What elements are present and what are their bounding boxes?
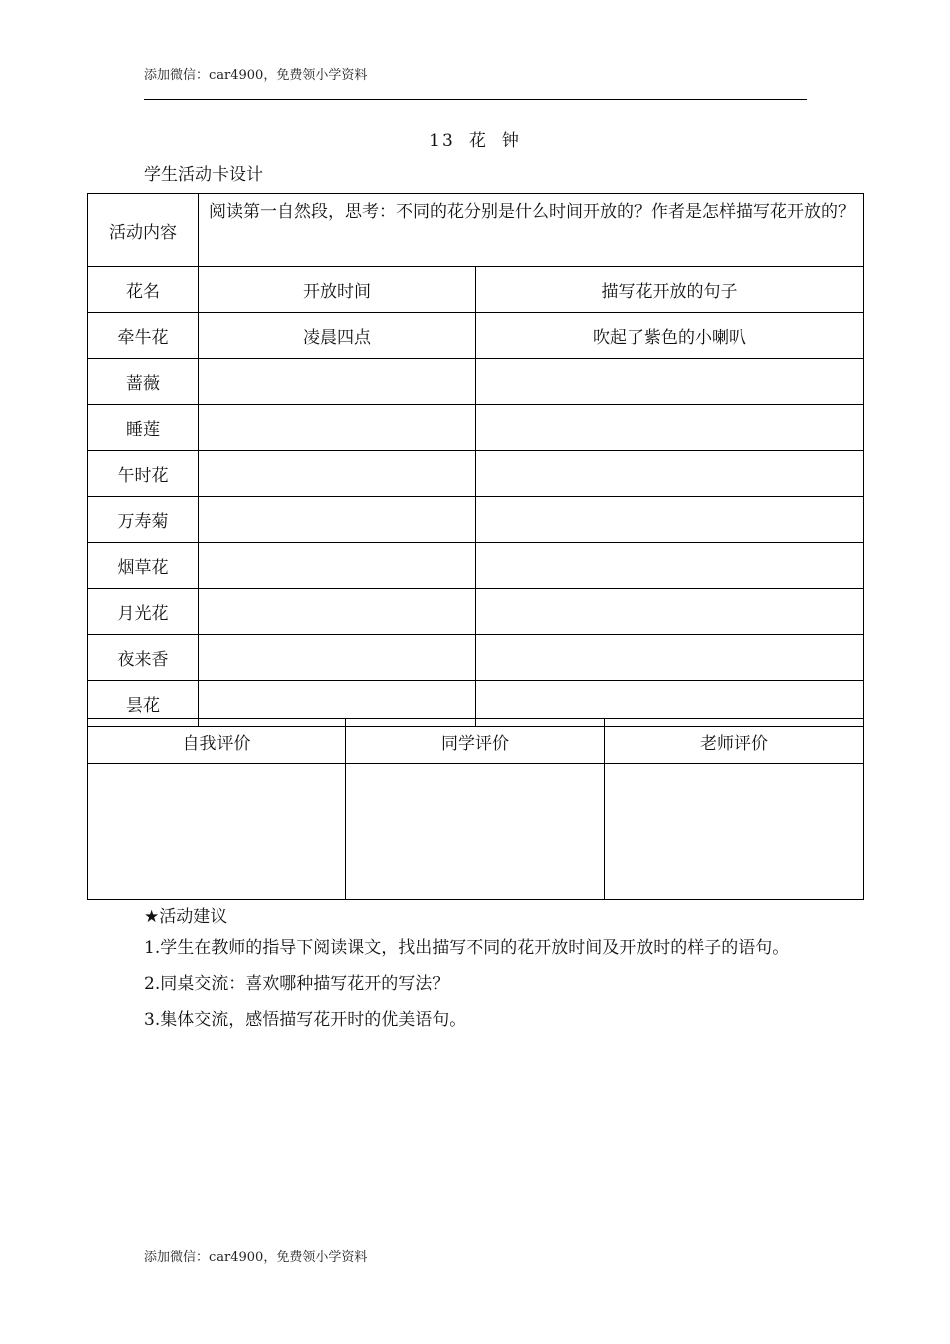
evaluation-body-row	[88, 764, 864, 900]
description-cell[interactable]	[476, 497, 864, 543]
flower-name-cell: 夜来香	[88, 635, 199, 681]
flower-name-cell: 午时花	[88, 451, 199, 497]
table-row	[88, 543, 864, 589]
flower-name-cell: 蔷薇	[88, 359, 199, 405]
tip-item: 2.同桌交流：喜欢哪种描写花开的写法？	[144, 974, 450, 994]
lesson-title-char-1: 花	[468, 131, 488, 151]
lesson-title-char-2: 钟	[501, 131, 521, 151]
column-header-sentence: 描写花开放的句子	[476, 267, 864, 313]
flower-name-cell: 昙花	[88, 681, 199, 727]
teacher-evaluation-header: 老师评价	[605, 719, 864, 764]
tip-item: 1.学生在教师的指导下阅读课文，找出描写不同的花开放时间及开放时的样子的语句。	[144, 938, 790, 958]
description-cell[interactable]	[476, 635, 864, 681]
activity-content-row	[88, 194, 864, 267]
bloom-time-cell[interactable]	[199, 405, 476, 451]
bloom-time-cell[interactable]	[199, 359, 476, 405]
bloom-time-cell[interactable]	[199, 543, 476, 589]
peer-evaluation-field[interactable]	[346, 764, 605, 900]
evaluation-table	[87, 718, 864, 900]
activity-content-prompt: 阅读第一自然段，思考：不同的花分别是什么时间开放的？作者是怎样描写花开放的？	[199, 194, 864, 267]
description-cell[interactable]	[476, 405, 864, 451]
header-divider	[144, 99, 807, 100]
bloom-time-cell[interactable]: 凌晨四点	[199, 313, 476, 359]
flower-name-cell: 牵牛花	[88, 313, 199, 359]
description-cell[interactable]	[476, 589, 864, 635]
flower-name-cell: 万寿菊	[88, 497, 199, 543]
activity-tips-title: ★活动建议	[144, 907, 228, 927]
description-cell[interactable]	[476, 543, 864, 589]
description-cell[interactable]	[476, 359, 864, 405]
header-watermark-note: 添加微信：car4900，免费领小学资料	[144, 68, 368, 83]
lesson-title	[0, 126, 950, 151]
table-row	[88, 405, 864, 451]
peer-evaluation-header: 同学评价	[346, 719, 605, 764]
flower-name-cell: 月光花	[88, 589, 199, 635]
description-cell[interactable]: 吹起了紫色的小喇叭	[476, 313, 864, 359]
self-evaluation-field[interactable]	[88, 764, 346, 900]
bloom-time-cell[interactable]	[199, 635, 476, 681]
column-header-row	[88, 267, 864, 313]
activity-tips-list	[144, 930, 824, 1038]
flower-name-cell: 睡莲	[88, 405, 199, 451]
table-row	[88, 451, 864, 497]
table-row	[88, 635, 864, 681]
table-row	[88, 313, 864, 359]
activity-table	[87, 193, 864, 727]
activity-card-subtitle: 学生活动卡设计	[144, 165, 263, 185]
bloom-time-cell[interactable]	[199, 451, 476, 497]
teacher-evaluation-field[interactable]	[605, 764, 864, 900]
self-evaluation-header: 自我评价	[88, 719, 346, 764]
bloom-time-cell[interactable]	[199, 589, 476, 635]
table-row	[88, 359, 864, 405]
bloom-time-cell[interactable]	[199, 497, 476, 543]
column-header-flower: 花名	[88, 267, 199, 313]
flower-name-cell: 烟草花	[88, 543, 199, 589]
table-row	[88, 497, 864, 543]
activity-content-label: 活动内容	[88, 194, 199, 267]
column-header-time: 开放时间	[199, 267, 476, 313]
evaluation-header-row	[88, 719, 864, 764]
table-row	[88, 589, 864, 635]
lesson-number: 13	[429, 131, 455, 151]
description-cell[interactable]	[476, 451, 864, 497]
tip-item: 3.集体交流，感悟描写花开时的优美语句。	[144, 1010, 467, 1030]
footer-watermark-note: 添加微信：car4900，免费领小学资料	[144, 1250, 368, 1265]
